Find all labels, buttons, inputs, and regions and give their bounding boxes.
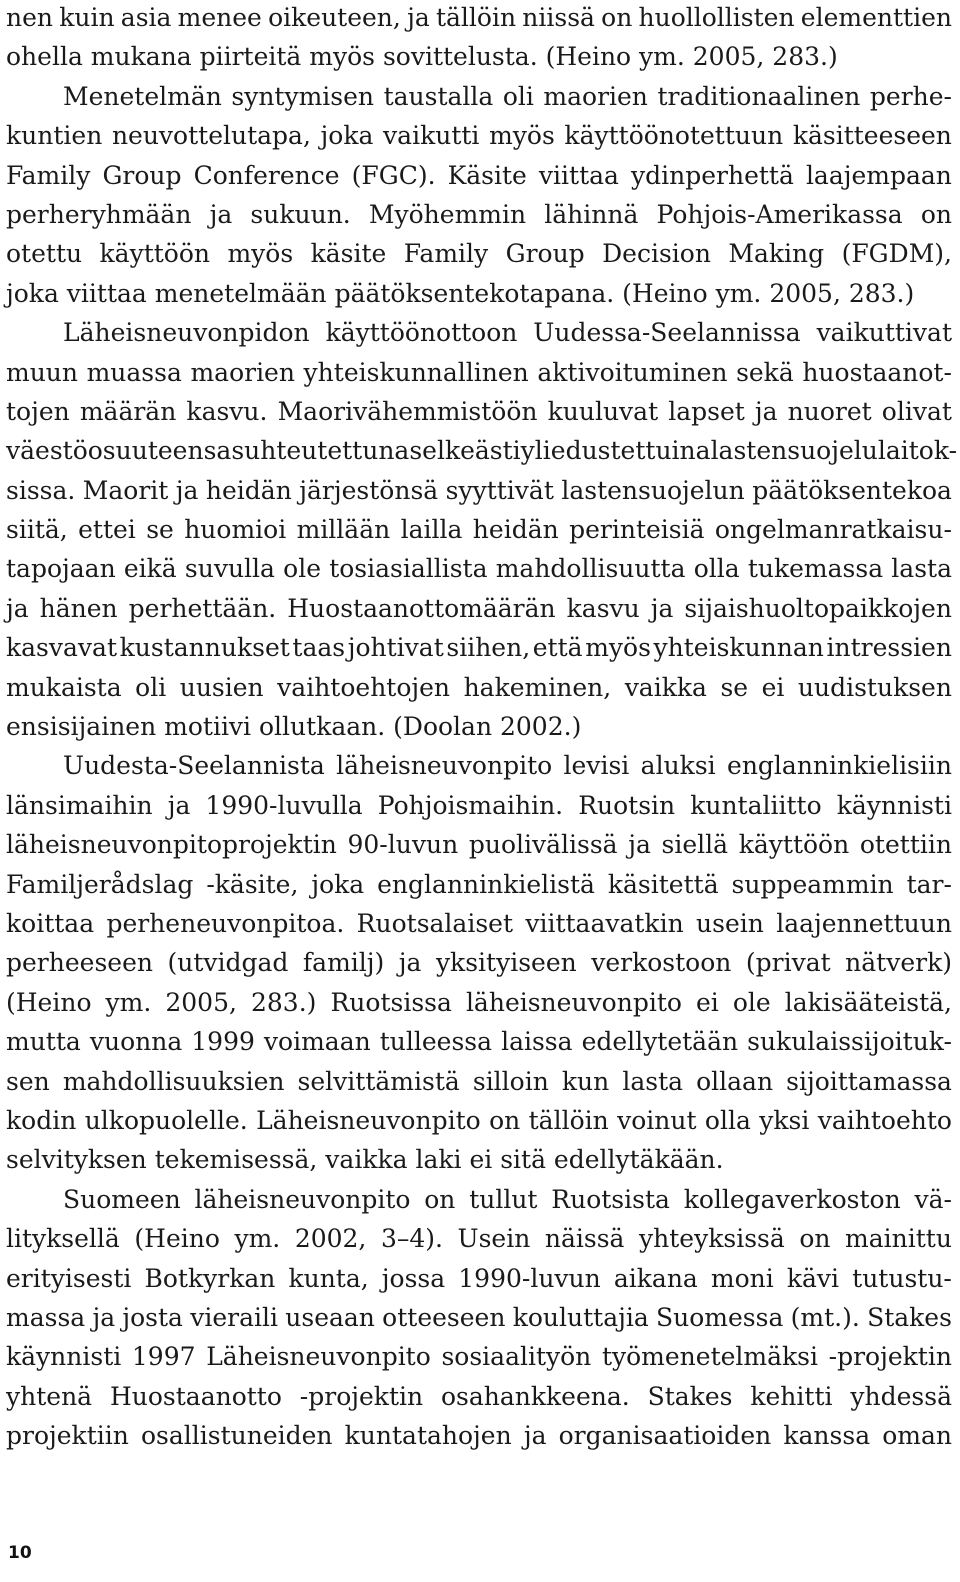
- text-line: koittaa perheneuvonpitoa. Ruotsalaiset viittaavatkin usein laajennettuun: [6, 908, 952, 938]
- text-line: tapojaan eikä suvulla ole tosiasiallista mahdollisuutta olla tukemassa lasta: [6, 554, 952, 584]
- text-line: erityisesti Botkyrkan kunta, jossa 1990-luvun aikana moni kävi tutustu-: [6, 1263, 952, 1293]
- text-line: ja hänen perhettään. Huostaanottomäärän kasvu ja sijaishuoltopaikkojen: [6, 593, 952, 623]
- text-line: (Heino ym. 2005, 283.) Ruotsissa läheisneuvonpito ei ole lakisääteistä,: [6, 987, 952, 1017]
- text-line: mutta vuonna 1999 voimaan tulleessa laissa edellytetään sukulaissijoituk-: [6, 1027, 952, 1057]
- text-line: läheisneuvonpitoprojektin 90-luvun puolivälissä ja siellä käyttöön otettiin: [6, 830, 952, 860]
- text-line: lityksellä (Heino ym. 2002, 3–4). Usein näissä yhteyksissä on mainittu: [6, 1224, 952, 1254]
- document-body: [6, 0, 958, 1455]
- text-line: väestöosuuteensa suhteutettuna selkeästi yliedustettuina lastensuojelulaitok-: [6, 436, 958, 466]
- text-line: kasvavat kustannukset taas johtivat siihen, että myös yhteiskunnan intressien: [6, 633, 952, 663]
- text-line: nen kuin asia menee oikeuteen, ja tällöin niissä on huollollisten elementtien: [6, 3, 952, 32]
- text-line: Läheisneuvonpidon käyttöönottoon Uudessa-Seelannissa vaikuttivat: [63, 318, 952, 348]
- text-line: joka viittaa menetelmään päätöksentekotapana. (Heino ym. 2005, 283.): [6, 278, 915, 308]
- text-line: Menetelmän syntymisen taustalla oli maorien traditionaalinen perhe-: [63, 81, 952, 111]
- text-line: siitä, ettei se huomioi millään lailla heidän perinteisiä ongelmanratkaisu-: [6, 515, 952, 545]
- text-line: länsimaihin ja 1990-luvulla Pohjoismaihin. Ruotsin kuntaliitto käynnisti: [6, 790, 952, 820]
- text-line: otettu käyttöön myös käsite Family Group Decision Making (FGDM),: [6, 239, 952, 269]
- text-line: kuntien neuvottelutapa, joka vaikutti myös käyttöönotettuun käsitteeseen: [6, 121, 952, 151]
- text-line: massa ja josta vieraili useaan otteeseen kouluttajia Suomessa (mt.). Stakes: [6, 1302, 952, 1332]
- text-line: perheryhmään ja sukuun. Myöhemmin lähinnä Pohjois-Amerikassa on: [6, 199, 952, 229]
- text-line: ohella mukana piirteitä myös sovittelusta. (Heino ym. 2005, 283.): [6, 42, 838, 72]
- text-line: käynnisti 1997 Läheisneuvonpito sosiaalityön työmenetelmäksi -projektin: [6, 1342, 952, 1372]
- text-line: Familjerådslag -käsite, joka englanninkielistä käsitettä suppeammin tar-: [6, 869, 952, 899]
- text-line: Family Group Conference (FGC). Käsite viittaa ydinperhettä laajempaan: [6, 160, 952, 190]
- text-line: kodin ulkopuolelle. Läheisneuvonpito on tällöin voinut olla yksi vaihtoehto: [6, 1105, 952, 1135]
- text-line: mukaista oli uusien vaihtoehtojen hakeminen, vaikka se ei uudistuksen: [6, 672, 952, 702]
- text-line: Uudesta-Seelannista läheisneuvonpito levisi aluksi englanninkielisiin: [63, 751, 952, 781]
- text-line: sen mahdollisuuksien selvittämistä silloin kun lasta ollaan sijoittamassa: [6, 1066, 952, 1096]
- text-line: tojen määrän kasvu. Maorivähemmistöön kuuluvat lapset ja nuoret olivat: [6, 396, 952, 426]
- text-line: ensisijainen motiivi ollutkaan. (Doolan 2002.): [6, 712, 582, 742]
- page-number: 10: [8, 1543, 32, 1563]
- text-line: perheeseen (utvidgad familj) ja yksityiseen verkostoon (privat nätverk): [6, 948, 952, 978]
- text-line: Suomeen läheisneuvonpito on tullut Ruotsista kollegaverkoston vä-: [63, 1184, 952, 1214]
- text-line: muun muassa maorien yhteiskunnallinen aktivoituminen sekä huostaanot-: [6, 357, 952, 387]
- text-line: sissa. Maorit ja heidän järjestönsä syyttivät lastensuojelun päätöksentekoa: [6, 475, 952, 505]
- text-line: selvityksen tekemisessä, vaikka laki ei sitä edellytäkään.: [6, 1145, 724, 1175]
- text-line: yhtenä Huostaanotto -projektin osahankkeena. Stakes kehitti yhdessä: [6, 1381, 952, 1411]
- text-line: projektiin osallistuneiden kuntatahojen ja organisaatioiden kanssa oman: [6, 1421, 952, 1451]
